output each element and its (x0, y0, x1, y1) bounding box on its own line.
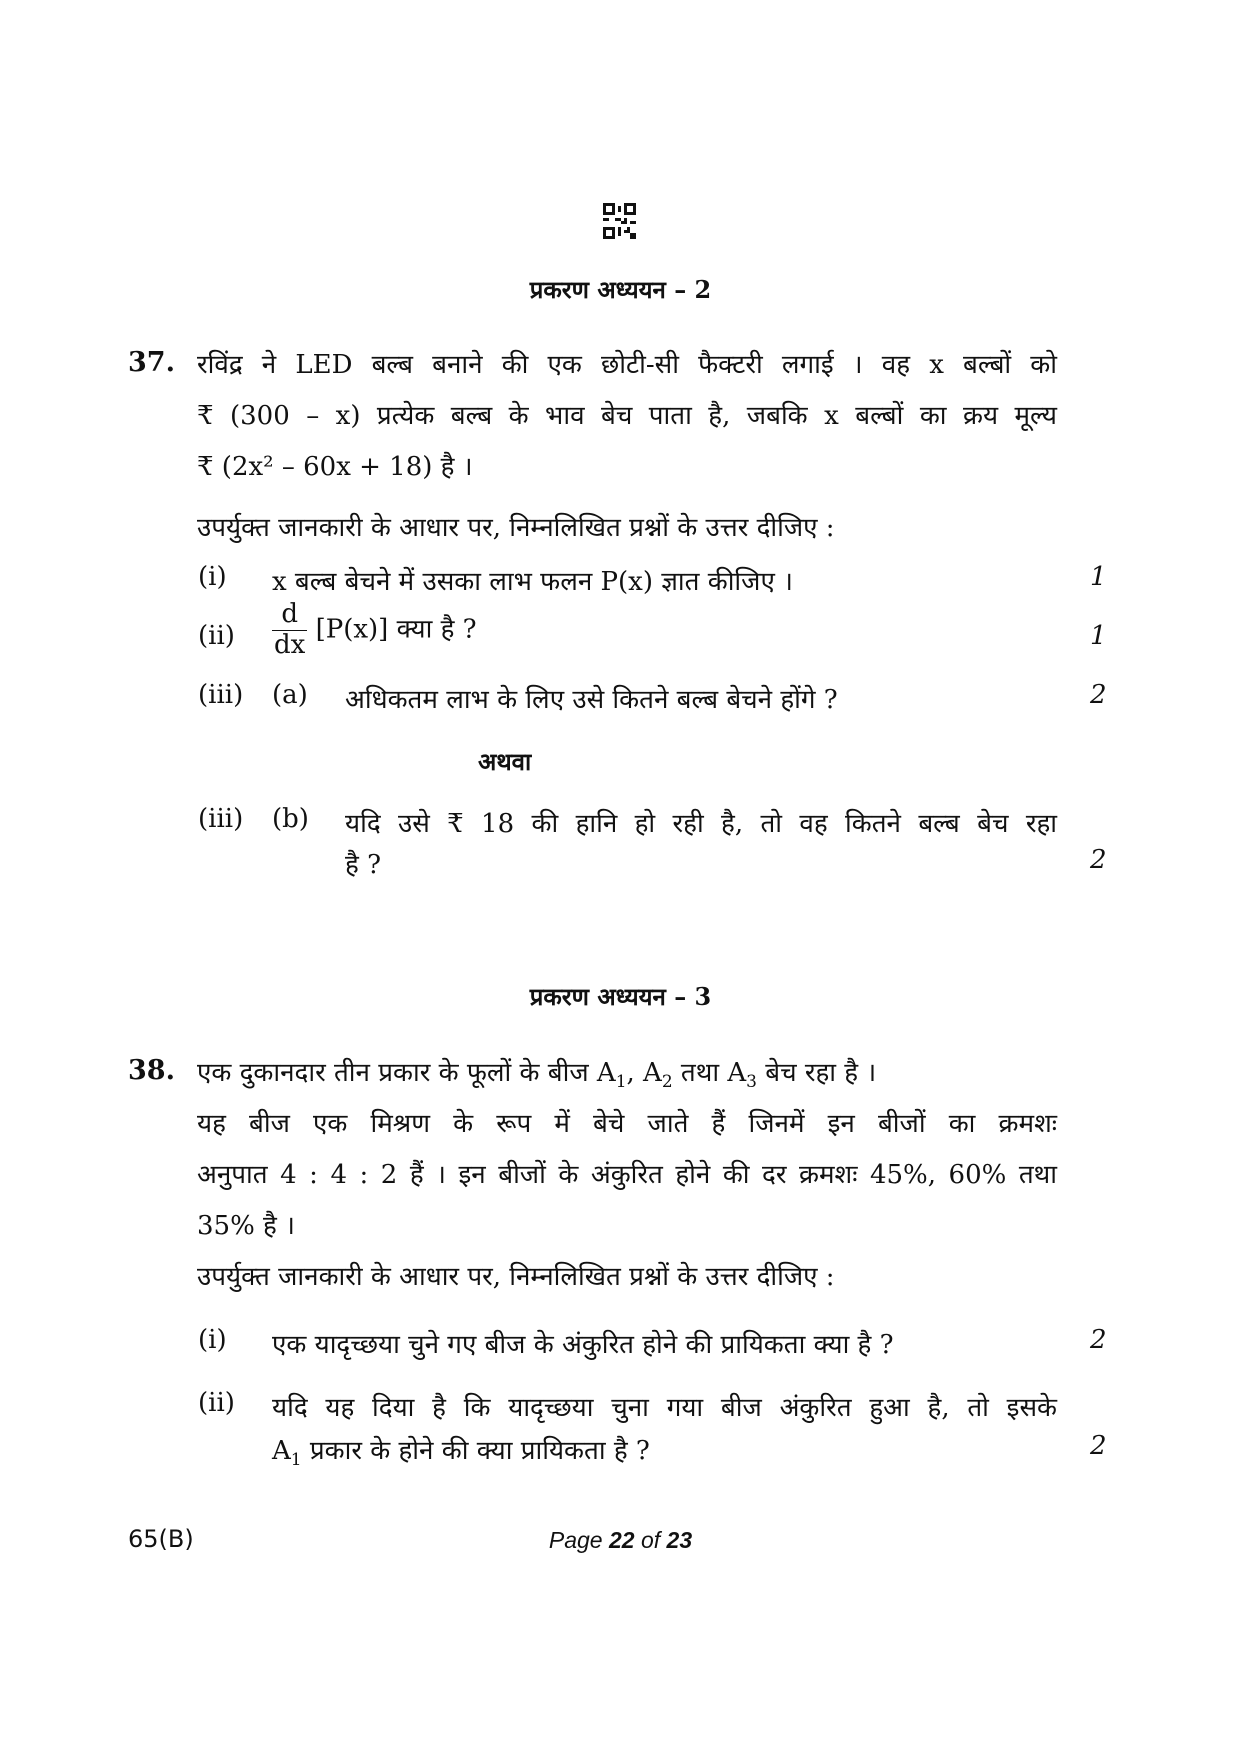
case-study-2-heading: प्रकरण अध्ययन – 2 (529, 275, 712, 304)
question-38-part-ii-label: (ii) (198, 1388, 235, 1418)
derivative-numerator: d (272, 600, 307, 631)
question-37-part-iii-b-text-line-1: यदि उसे ₹ 18 की हानि हो रही है, तो वह कितने बल्ब बेच रहा (345, 809, 1057, 839)
or-separator: अथवा (478, 747, 532, 776)
question-37-part-ii-text: [P(x)] क्या है ? (315, 614, 477, 645)
question-37-number: 37. (128, 347, 175, 378)
question-38-part-i-marks: 2 (1090, 1325, 1107, 1355)
question-38-number: 38. (128, 1055, 175, 1086)
question-38-part-i-text: एक यादृच्छया चुने गए बीज के अंकुरित होने की प्रायिकता क्या है ? (272, 1330, 894, 1360)
question-37-part-iii-a-marks: 2 (1090, 680, 1107, 710)
question-37-part-iii-a-sub: (a) (272, 680, 308, 710)
page-number (0, 1527, 1241, 1554)
question-38-line-1-part-b: , A (626, 1058, 662, 1088)
question-37-intro-line-1: रविंद्र ने LED बल्ब बनाने की एक छोटी-सी फैक्टरी लगाई । वह x बल्बों को (197, 350, 1057, 380)
question-37-part-iii-b-label: (iii) (198, 804, 244, 834)
page-total: 23 (666, 1527, 693, 1553)
question-37-intro-line-2: ₹ (300 – x) प्रत्येक बल्ब के भाव बेच पाता है, जबकि x बल्बों का क्रय मूल्य (197, 401, 1057, 431)
question-37-instruction: उपर्युक्त जानकारी के आधार पर, निम्नलिखित प्रश्नों के उत्तर दीजिए : (197, 513, 835, 543)
question-37-part-ii-marks: 1 (1090, 621, 1107, 651)
question-38-intro-line-4: 35% है । (197, 1211, 295, 1241)
question-37-part-ii-label: (ii) (198, 621, 235, 651)
case-study-3-heading: प्रकरण अध्ययन – 3 (529, 982, 712, 1011)
question-37-part-iii-b-marks: 2 (1090, 845, 1107, 875)
seed-a3-subscript: 3 (746, 1072, 757, 1093)
question-38-intro-line-1 (197, 1053, 1057, 1092)
derivative-denominator: dx (274, 629, 306, 660)
question-37-part-iii-a-label: (iii) (198, 680, 244, 710)
question-38-line-1-part-c: तथा A (672, 1058, 747, 1088)
question-38-line-1-part-a: एक दुकानदार तीन प्रकार के फूलों के बीज A (197, 1058, 616, 1088)
question-38-intro-line-2: यह बीज एक मिश्रण के रूप में बेचे जाते हैं जिनमें इन बीजों का क्रमशः (197, 1109, 1057, 1139)
question-38-part-ii-text-line-2 (272, 1431, 650, 1470)
page-of: of (640, 1527, 661, 1553)
qr-code-icon (603, 203, 636, 239)
question-37-part-iii-a-text: अधिकतम लाभ के लिए उसे कितने बल्ब बेचने होंगे ? (345, 685, 838, 715)
question-38-part-i-label: (i) (198, 1325, 227, 1355)
derivative-fraction (272, 600, 307, 661)
question-38-part-ii-text-line-1: यदि यह दिया है कि यादृच्छया चुना गया बीज अंकुरित हुआ है, तो इसके (272, 1393, 1057, 1423)
question-37-part-i-text: x बल्ब बेचने में उसका लाभ फलन P(x) ज्ञात कीजिए । (272, 567, 793, 597)
question-37-part-iii-b-sub: (b) (272, 804, 309, 834)
paper-code: 65(B) (128, 1525, 194, 1553)
question-38-line-1-part-d: बेच रहा है । (756, 1058, 877, 1088)
question-38-part-ii-marks: 2 (1090, 1431, 1107, 1461)
page-word: Page (548, 1527, 603, 1553)
question-38-part-ii-line-2-part-a: A (272, 1436, 291, 1466)
question-37-part-i-label: (i) (198, 562, 227, 592)
seed-a1-subscript: 1 (615, 1072, 627, 1093)
question-37-part-ii-expression (272, 600, 477, 661)
question-37-part-i-marks: 1 (1090, 562, 1107, 592)
question-38-part-ii-line-2-part-b: प्रकार के होने की क्या प्रायिकता है ? (301, 1436, 650, 1466)
question-37-intro-line-3: ₹ (2x² – 60x + 18) है । (197, 452, 473, 482)
question-38-instruction: उपर्युक्त जानकारी के आधार पर, निम्नलिखित प्रश्नों के उत्तर दीजिए : (197, 1262, 835, 1292)
seed-a2-subscript: 2 (661, 1072, 673, 1093)
seed-a1-subscript-2: 1 (290, 1450, 302, 1471)
question-37-part-iii-b-text-line-2: है ? (345, 850, 382, 880)
page-current: 22 (608, 1527, 635, 1553)
question-38-intro-line-3: अनुपात 4 : 4 : 2 हैं । इन बीजों के अंकुरित होने की दर क्रमशः 45%, 60% तथा (197, 1160, 1057, 1190)
